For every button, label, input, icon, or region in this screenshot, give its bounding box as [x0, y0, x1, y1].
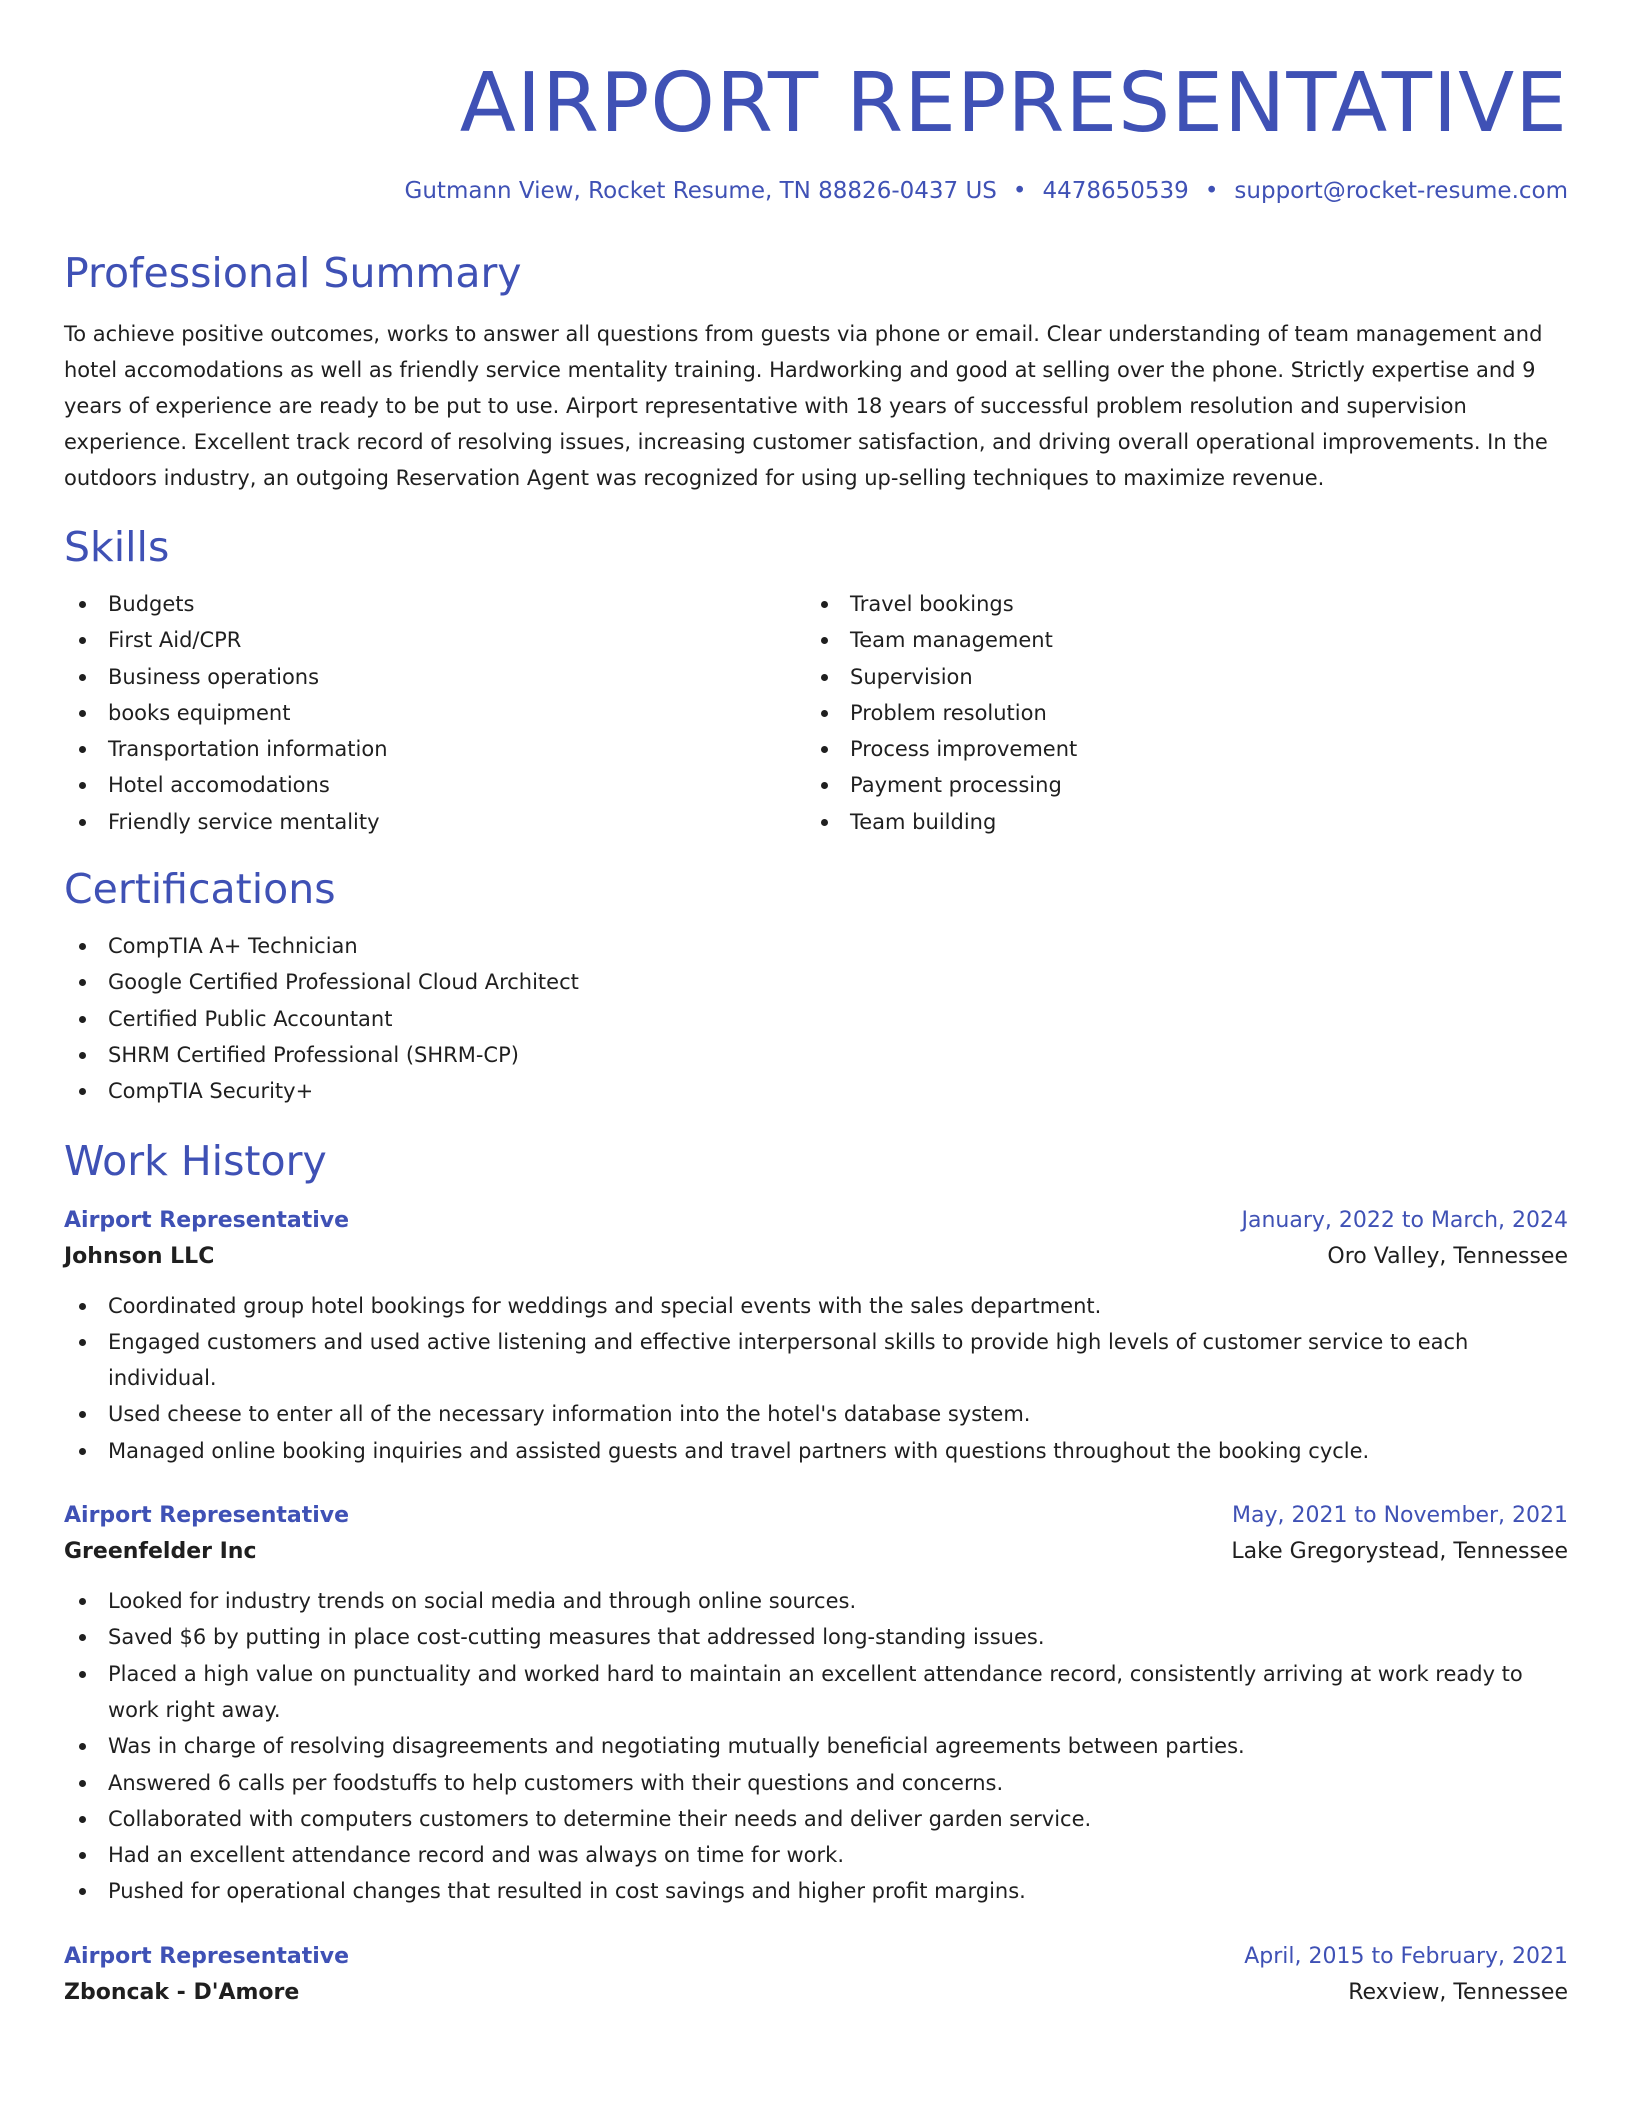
certification-item: CompTIA Security+ [64, 1073, 1568, 1109]
job-dates: January, 2022 to March, 2024 [1241, 1207, 1568, 1233]
certification-item: Google Certified Professional Cloud Architect [64, 964, 1568, 1000]
job-header-row [64, 1940, 1568, 1974]
job-company-row [64, 1238, 1568, 1276]
certifications-heading: Certifications [64, 865, 336, 914]
skill-item: Transportation information [64, 731, 806, 767]
certification-item: CompTIA A+ Technician [64, 928, 1568, 964]
resume-page [64, 0, 1568, 2012]
skill-item: Supervision [806, 659, 1548, 695]
contact-separator: • [1204, 178, 1219, 204]
job-company-row [64, 1974, 1568, 2012]
job-dates: May, 2021 to November, 2021 [1232, 1503, 1568, 1529]
skill-item: books equipment [64, 695, 806, 731]
skill-item: Process improvement [806, 731, 1548, 767]
skill-item: First Aid/CPR [64, 622, 806, 658]
certification-item: SHRM Certified Professional (SHRM-CP) [64, 1037, 1568, 1073]
work-history-list [64, 1204, 1568, 2012]
skill-item: Payment processing [806, 767, 1548, 803]
job-bullet: Managed online booking inquiries and assisted guests and travel partners with questions throughout the booking cycle. [64, 1433, 1568, 1469]
job-bullet: Coordinated group hotel bookings for weddings and special events with the sales department. [64, 1288, 1568, 1324]
job-company: Johnson LLC [64, 1243, 215, 1269]
skills-grid [64, 586, 1568, 840]
resume-name: AIRPORT REPRESENTATIVE [459, 56, 1568, 151]
job-dates: April, 2015 to February, 2021 [1244, 1943, 1568, 1969]
job-bullet: Looked for industry trends on social media and through online sources. [64, 1583, 1568, 1619]
job-company: Zboncak - D'Amore [64, 1979, 300, 2005]
job-header-row [64, 1499, 1568, 1533]
job-company-row [64, 1533, 1568, 1571]
skills-right-column [806, 586, 1548, 840]
job-entry [64, 1204, 1568, 1469]
certifications-list [64, 928, 1568, 1109]
job-header-row [64, 1204, 1568, 1238]
contact-phone[interactable]: 4478650539 [1042, 178, 1189, 204]
job-bullet: Had an excellent attendance record and was always on time for work. [64, 1837, 1568, 1873]
contact-line [64, 176, 1568, 206]
skills-heading: Skills [64, 523, 170, 571]
job-title: Airport Representative [64, 1503, 350, 1529]
summary-text: To achieve positive outcomes, works to answer all questions from guests via phone or email. Clear understanding of team management and hotel accomodations as well as friendly service mentality training. Hardworking and good at selling over the phone. Strictly expertise and 9 years of experience are ready to be put to use. Airport representative with 18 years of successful problem resolution and supervision experience. Excellent track record of resolving issues, increasing customer satisfaction, and driving overall operational improvements. In the outdoors industry, an outgoing Reservation Agent was recognized for using up-selling techniques to maximize revenue. [64, 322, 1548, 490]
job-location: Lake Gregorystead, Tennessee [1231, 1539, 1568, 1565]
job-location: Oro Valley, Tennessee [1327, 1243, 1568, 1269]
job-bullet: Engaged customers and used active listening and effective interpersonal skills to provide high levels of customer service to each individual. [64, 1324, 1568, 1397]
job-bullets [64, 1288, 1568, 1469]
job-bullet: Used cheese to enter all of the necessary information into the hotel's database system. [64, 1396, 1568, 1432]
skill-item: Team building [806, 804, 1548, 840]
job-location: Rexview, Tennessee [1348, 1979, 1568, 2005]
skill-item: Business operations [64, 659, 806, 695]
skill-item: Travel bookings [806, 586, 1548, 622]
job-title: Airport Representative [64, 1207, 350, 1233]
job-bullet: Answered 6 calls per foodstuffs to help customers with their questions and concerns. [64, 1765, 1568, 1801]
summary-heading: Professional Summary [64, 249, 522, 297]
job-bullet: Placed a high value on punctuality and worked hard to maintain an excellent attendance record, consistently arriving at work ready to work right away. [64, 1656, 1568, 1729]
job-entry [64, 1940, 1568, 2012]
contact-email[interactable]: support@rocket-resume.com [1234, 178, 1568, 204]
skill-item: Team management [806, 622, 1548, 658]
job-bullet: Was in charge of resolving disagreements and negotiating mutually beneficial agreements between parties. [64, 1728, 1568, 1764]
job-title: Airport Representative [64, 1943, 350, 1969]
certification-item: Certified Public Accountant [64, 1001, 1568, 1037]
skill-item: Budgets [64, 586, 806, 622]
job-company: Greenfelder Inc [64, 1539, 257, 1565]
job-bullet: Saved $6 by putting in place cost-cutting measures that addressed long-standing issues. [64, 1619, 1568, 1655]
skills-left-column [64, 586, 806, 840]
work-history-heading: Work History [64, 1136, 327, 1185]
contact-address: Gutmann View, Rocket Resume, TN 88826-0437 US [404, 178, 997, 204]
job-bullet: Collaborated with computers customers to determine their needs and deliver garden service. [64, 1801, 1568, 1837]
skill-item: Problem resolution [806, 695, 1548, 731]
job-bullet: Pushed for operational changes that resulted in cost savings and higher profit margins. [64, 1873, 1568, 1909]
contact-separator: • [1012, 178, 1027, 204]
job-bullets [64, 1583, 1568, 1910]
skill-item: Hotel accomodations [64, 767, 806, 803]
job-entry [64, 1499, 1568, 1910]
skill-item: Friendly service mentality [64, 804, 806, 840]
